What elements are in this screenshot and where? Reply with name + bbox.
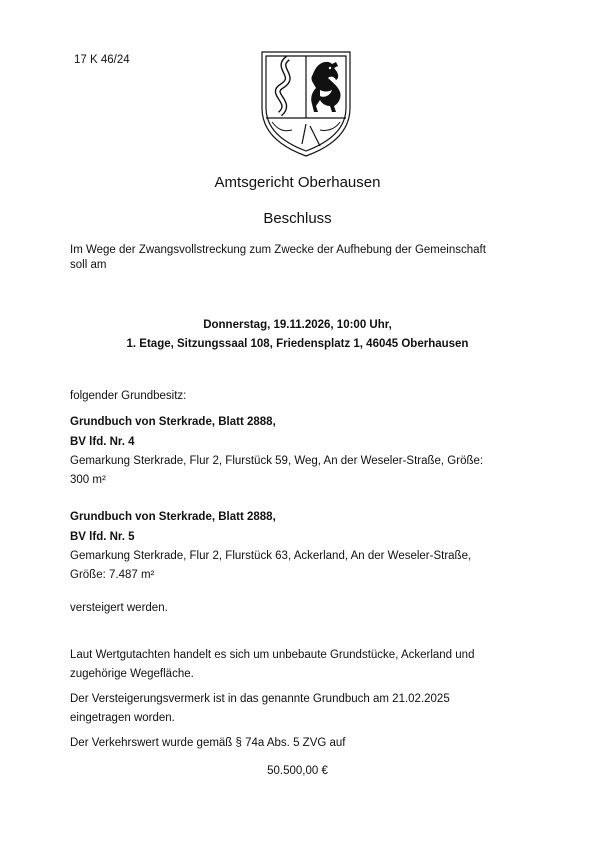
parcel-description-line: Größe: 7.487 m²	[70, 569, 155, 581]
parcel-description	[70, 547, 540, 585]
parcel-description-line: Gemarkung Sterkrade, Flur 2, Flurstück 59, Weg, An der Weseler-Straße, Größe:	[70, 455, 484, 467]
registration-line: Der Versteigerungsvermerk ist in das genannte Grundbuch am 21.02.2025	[70, 693, 450, 705]
document-title: Beschluss	[263, 210, 332, 227]
intro-line: soll am	[70, 259, 107, 271]
market-value-amount: 50.500,00 €	[267, 765, 328, 777]
auction-place: 1. Etage, Sitzungssaal 108, Friedensplatz 1, 46045 Oberhausen	[126, 338, 469, 350]
file-number: 17 K 46/24	[74, 54, 130, 66]
appraisal-line: Laut Wertgutachten handelt es sich um unbebaute Grundstücke, Ackerland und	[70, 649, 475, 661]
parcel-description-line: 300 m²	[70, 474, 106, 486]
parcel-description	[70, 452, 540, 490]
intro-text	[70, 243, 530, 273]
auction-date-place	[0, 316, 595, 354]
parcel-entry-number: BV lfd. Nr. 5	[70, 531, 135, 543]
appraisal-line: zugehörige Wegefläche.	[70, 668, 194, 680]
parcel-entry-number: BV lfd. Nr. 4	[70, 436, 135, 448]
appraisal-text	[70, 646, 540, 684]
intro-line: Im Wege der Zwangsvollstreckung zum Zwecke der Aufhebung der Gemeinschaft	[70, 244, 486, 256]
auction-close: versteigert werden.	[70, 602, 168, 614]
property-intro: folgender Grundbesitz:	[70, 390, 187, 402]
registration-text	[70, 690, 540, 728]
court-name: Amtsgericht Oberhausen	[214, 174, 381, 191]
coat-of-arms-icon	[258, 46, 354, 160]
parcel-register: Grundbuch von Sterkrade, Blatt 2888,	[70, 511, 276, 523]
parcel-register: Grundbuch von Sterkrade, Blatt 2888,	[70, 416, 276, 428]
parcel-entry	[70, 412, 540, 490]
market-value-text: Der Verkehrswert wurde gemäß § 74a Abs. 5 ZVG auf	[70, 737, 346, 749]
auction-date: Donnerstag, 19.11.2026, 10:00 Uhr,	[203, 319, 392, 331]
registration-line: eingetragen worden.	[70, 712, 175, 724]
parcel-description-line: Gemarkung Sterkrade, Flur 2, Flurstück 63, Ackerland, An der Weseler-Straße,	[70, 550, 472, 562]
parcel-entry	[70, 507, 540, 585]
